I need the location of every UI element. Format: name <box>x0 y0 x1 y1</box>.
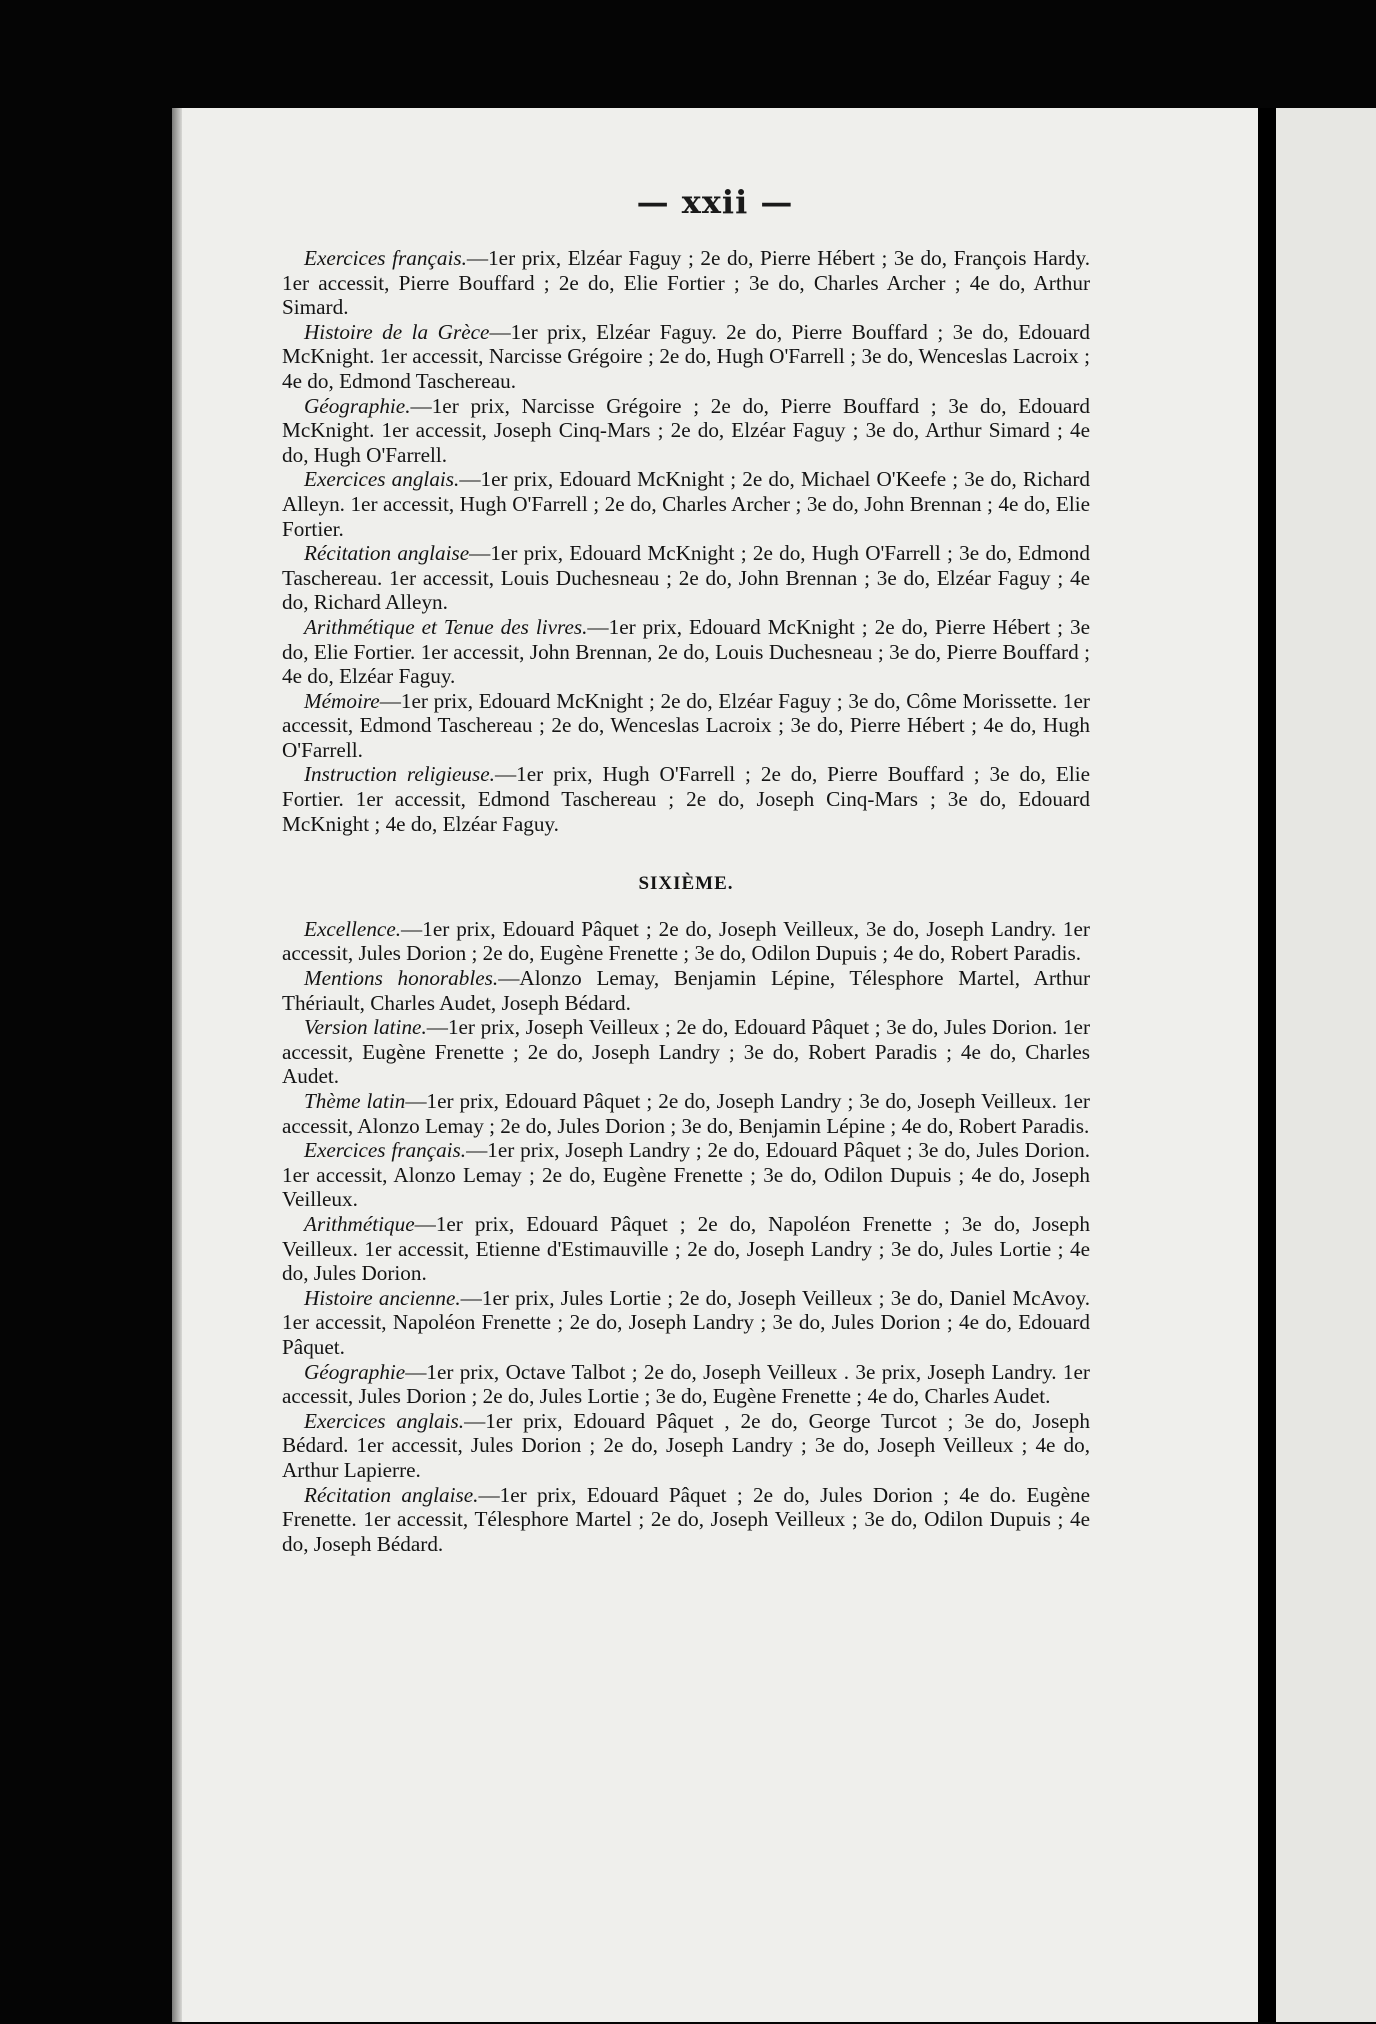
prize-paragraph <box>282 246 1090 320</box>
subject-rubric: Géographie <box>304 1359 406 1384</box>
prize-paragraph <box>282 1483 1090 1557</box>
prize-text: —1er prix, Edouard McKnight ; 2e do, Michael O'Keefe ; 3e do, Richard Alleyn. 1er accessit, Hugh O'Farrell ; 2e do, Charles Archer ; 3e do, John Brennan ; 4e do, Elie Fortier. <box>282 467 1090 541</box>
subject-rubric: Histoire de la Grèce <box>304 319 490 344</box>
subject-rubric: Arithmétique <box>304 1211 415 1236</box>
prize-text: —1er prix, Edouard McKnight ; 2e do, Pierre Hébert ; 3e do, Elie Fortier. 1er accessit, John Brennan, 2e do, Louis Duchesneau ; 3e do, Pierre Bouffard ; 4e do, Elzéar Faguy. <box>282 614 1091 689</box>
subject-rubric: Mentions honorables. <box>304 966 499 991</box>
subject-rubric: Géographie. <box>304 393 411 418</box>
prize-paragraph <box>282 1286 1090 1360</box>
prize-paragraph <box>282 1015 1090 1089</box>
subject-rubric: Récitation anglaise <box>304 541 470 566</box>
prize-text: —1er prix, Edouard Pâquet , 2e do, George Turcot ; 3e do, Joseph Bédard. 1er accessit, Jules Dorion ; 2e do, Joseph Landry ; 3e do, Joseph Veilleux ; 4e do, Arthur Lapierre. <box>282 1408 1090 1482</box>
prize-paragraph <box>282 394 1090 468</box>
section-title: SIXIÈME. <box>638 873 734 895</box>
subject-rubric: Récitation anglaise. <box>304 1482 479 1507</box>
subject-rubric: Exercices anglais. <box>304 467 460 492</box>
subject-rubric: Mémoire <box>304 688 380 713</box>
prize-list-cinquieme <box>282 246 1090 836</box>
subject-rubric: Exercices anglais. <box>304 1408 465 1433</box>
prize-text: —1er prix, Edouard McKnight ; 2e do, Hugh O'Farrell ; 3e do, Edmond Taschereau. 1er accessit, Louis Duchesneau ; 2e do, John Brennan ; 3e do, Elzéar Faguy ; 4e do, Richard Alleyn. <box>282 541 1090 615</box>
prize-paragraph <box>282 1212 1090 1286</box>
prize-text: —1er prix, Edouard Pâquet ; 2e do, Napoléon Frenette ; 3e do, Joseph Veilleux. 1er accessit, Etienne d'Estimauville ; 2e do, Joseph Landry ; 3e do, Jules Lortie ; 4e do, Jules Dorion. <box>282 1211 1090 1286</box>
subject-rubric: Instruction religieuse. <box>304 762 495 787</box>
subject-rubric: Exercices français. <box>304 1138 467 1163</box>
prize-list-sixieme <box>282 917 1090 1556</box>
prize-text: —1er prix, Edouard McKnight ; 2e do, Elzéar Faguy ; 3e do, Côme Morissette. 1er accessit, Edmond Taschereau ; 2e do, Wenceslas Lacroix ; 3e do, Pierre Hébert ; 4e do, Hugh O'Farrell. <box>282 688 1090 762</box>
subject-rubric: Histoire ancienne. <box>304 1285 461 1310</box>
prize-paragraph <box>282 320 1090 394</box>
prize-paragraph <box>282 762 1090 836</box>
prize-text: —1er prix, Edouard Pâquet ; 2e do, Jules Dorion ; 4e do. Eugène Frenette. 1er accessit, Télesphore Martel ; 2e do, Joseph Veilleux ; 3e do, Odilon Dupuis ; 4e do, Joseph Bédard. <box>282 1482 1090 1556</box>
book-page <box>172 108 1258 2022</box>
prize-paragraph <box>282 541 1090 615</box>
prize-paragraph <box>282 917 1090 966</box>
prize-paragraph <box>282 1138 1090 1212</box>
subject-rubric: Version latine. <box>304 1015 427 1040</box>
prize-text: —1er prix, Octave Talbot ; 2e do, Joseph Veilleux . 3e prix, Joseph Landry. 1er accessit, Jules Dorion ; 2e do, Jules Lortie ; 3e do, Eugène Frenette ; 4e do, Charles Audet. <box>282 1359 1090 1409</box>
page-gutter <box>1258 108 1276 2022</box>
prize-paragraph <box>282 1089 1090 1138</box>
subject-rubric: Exercices français. <box>304 246 467 270</box>
prize-text: —1er prix, Elzéar Faguy ; 2e do, Pierre Hébert ; 3e do, François Hardy. 1er accessit, Pierre Bouffard ; 2e do, Elie Fortier ; 3e do, Charles Archer ; 4e do, Arthur Simard. <box>282 246 1090 320</box>
prize-paragraph <box>282 467 1090 541</box>
prize-text: —1er prix, Hugh O'Farrell ; 2e do, Pierre Bouffard ; 3e do, Elie Fortier. 1er accessit, Edmond Taschereau ; 2e do, Joseph Cinq-Mars ; 3e do, Edouard McKnight ; 4e do, Elzéar Faguy. <box>282 762 1090 836</box>
prize-text: —Alonzo Lemay, Benjamin Lépine, Télesphore Martel, Arthur Thériault, Charles Audet, Joseph Bédard. <box>282 966 1091 1015</box>
prize-paragraph <box>282 1360 1090 1409</box>
prize-paragraph <box>282 689 1090 763</box>
subject-rubric: Excellence. <box>304 916 402 941</box>
subject-rubric: Arithmétique et Tenue des livres. <box>304 614 588 639</box>
prize-text: —1er prix, Elzéar Faguy. 2e do, Pierre Bouffard ; 3e do, Edouard McKnight. 1er accessit, Narcisse Grégoire ; 2e do, Hugh O'Farrell ; 3e do, Wenceslas Lacroix ; 4e do, Edmond Taschereau. <box>282 319 1090 393</box>
page-edge-shadow <box>172 108 182 2022</box>
page-text <box>282 246 1090 1556</box>
prize-text: —1er prix, Edouard Pâquet ; 2e do, Joseph Veilleux, 3e do, Joseph Landry. 1er accessit, Jules Dorion ; 2e do, Eugène Frenette ; 3e do, Odilon Dupuis ; 4e do, Robert Paradis. <box>282 916 1090 966</box>
prize-text: —1er prix, Joseph Landry ; 2e do, Edouard Pâquet ; 3e do, Jules Dorion. 1er accessit, Alonzo Lemay ; 2e do, Eugène Frenette ; 3e do, Odilon Dupuis ; 4e do, Joseph Veilleux. <box>282 1138 1090 1212</box>
prize-text: —1er prix, Edouard Pâquet ; 2e do, Joseph Landry ; 3e do, Joseph Veilleux. 1er accessit, Alonzo Lemay ; 2e do, Jules Dorion ; 3e do, Benjamin Lépine ; 4e do, Robert Paradis. <box>282 1089 1090 1138</box>
prize-text: —1er prix, Jules Lortie ; 2e do, Joseph Veilleux ; 3e do, Daniel McAvoy. 1er accessit, Napoléon Frenette ; 2e do, Joseph Landry ; 3e do, Jules Dorion ; 4e do, Edouard Pâquet. <box>282 1285 1090 1359</box>
adjacent-page <box>1276 108 1376 2022</box>
prize-paragraph <box>282 615 1090 689</box>
running-head: — xxii — <box>636 183 794 221</box>
prize-text: —1er prix, Joseph Veilleux ; 2e do, Edouard Pâquet ; 3e do, Jules Dorion. 1er accessit, Eugène Frenette ; 2e do, Joseph Landry ; 3e do, Robert Paradis ; 4e do, Charles Audet. <box>282 1015 1091 1089</box>
prize-paragraph <box>282 1409 1090 1483</box>
subject-rubric: Thème latin <box>304 1089 406 1113</box>
prize-text: —1er prix, Narcisse Grégoire ; 2e do, Pierre Bouffard ; 3e do, Edouard McKnight. 1er accessit, Joseph Cinq-Mars ; 2e do, Elzéar Faguy ; 3e do, Arthur Simard ; 4e do, Hugh O'Farrell. <box>282 393 1090 467</box>
prize-paragraph <box>282 966 1090 1015</box>
